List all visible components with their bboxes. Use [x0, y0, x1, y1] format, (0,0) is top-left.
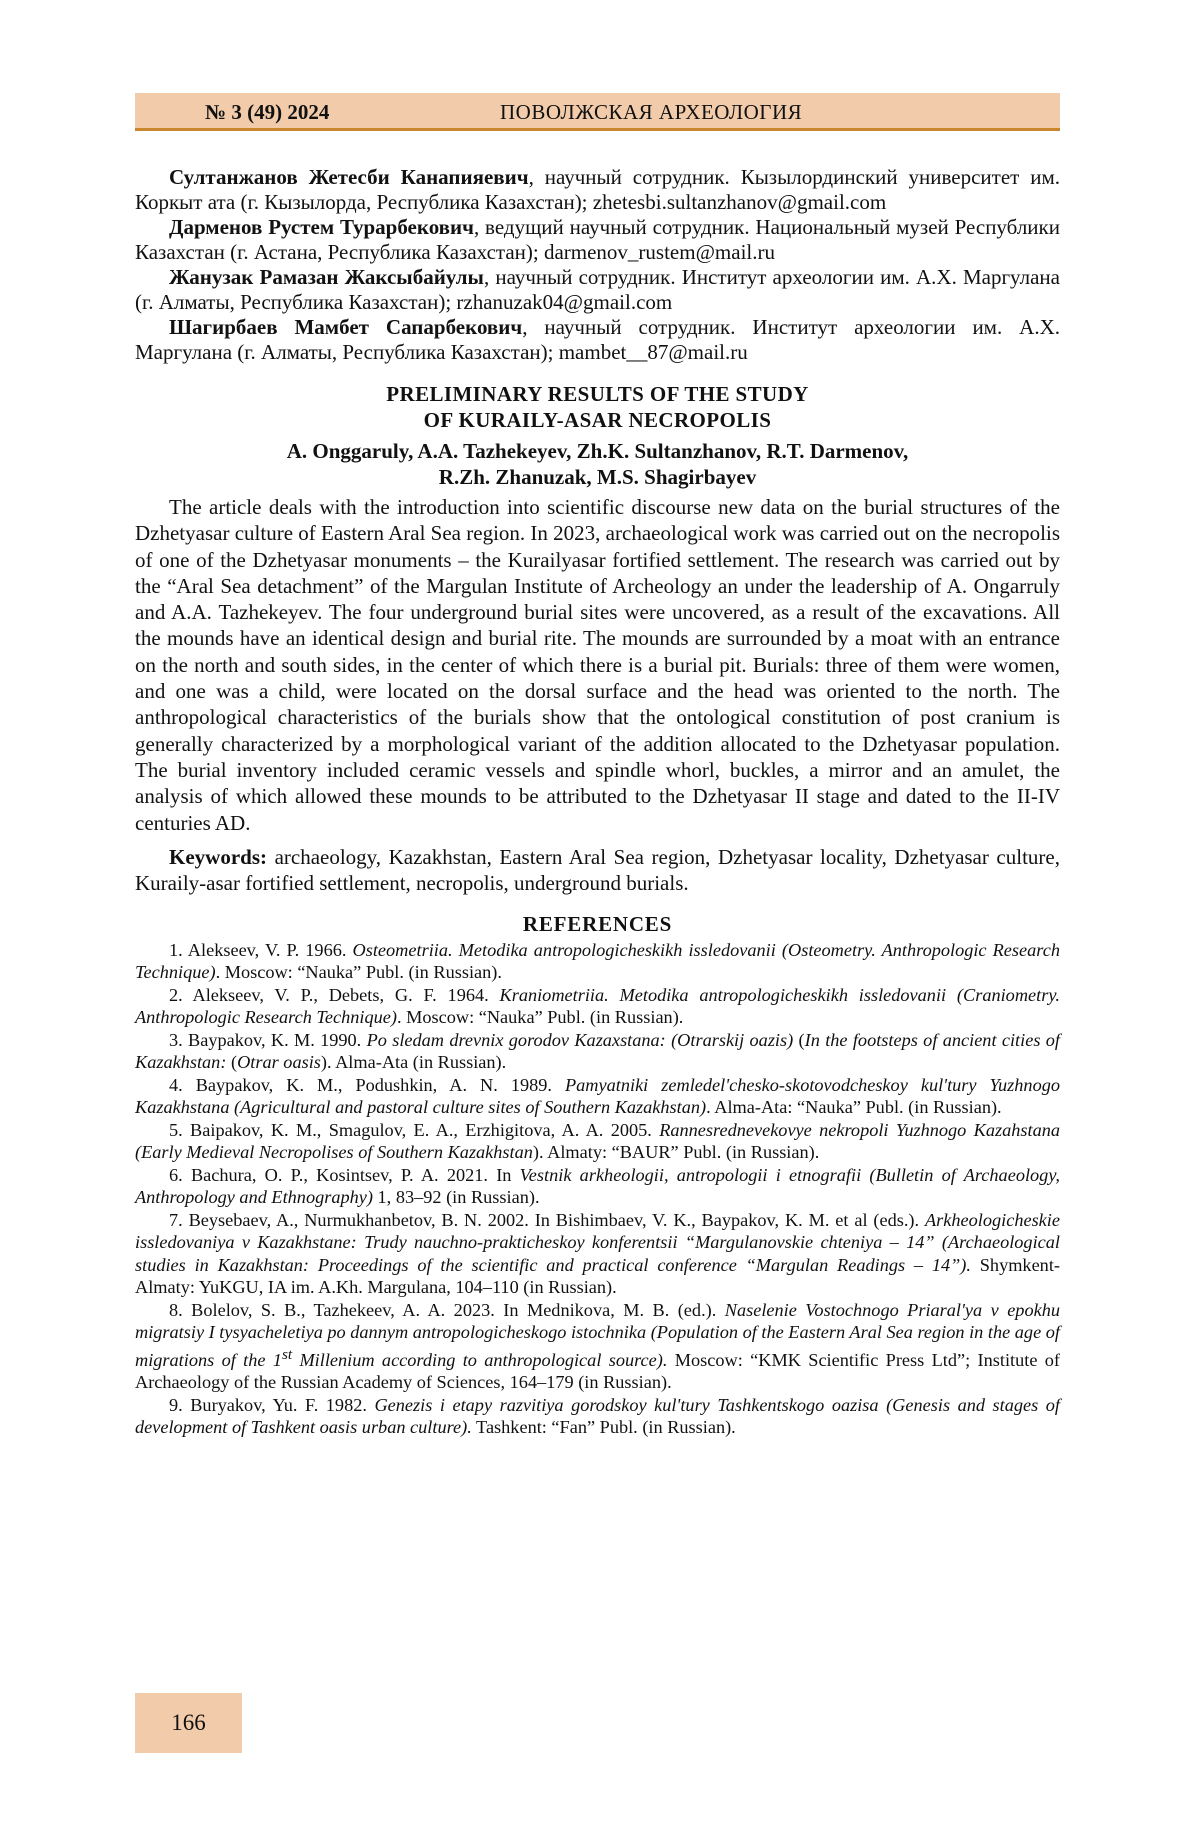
ref-title: Genezis i etapy razvitiya gorodskoy kul'tury Tashkentskogo oazisa (Genesis and stages of development of Tashkent oasis urban culture). — [135, 1394, 1060, 1438]
reference-item — [135, 1394, 1060, 1439]
keywords — [135, 844, 1060, 896]
article-authors — [135, 438, 1060, 490]
ref-text: 2. Alekseev, V. P., Debets, G. F. 1964. — [169, 984, 500, 1005]
references-list — [135, 939, 1060, 1439]
keywords-label: Keywords: — [169, 844, 267, 869]
ref-text: Moscow: “KMK Scientific Press Ltd”; Institute of Archaeology of the Russian Academy of Sciences, 164–179 (in Russian). — [135, 1349, 1060, 1393]
author-name: Султанжанов Жетесби Канапияевич — [169, 165, 529, 189]
ref-text: ). Almaty: “BAUR” Publ. (in Russian). — [532, 1142, 820, 1163]
keywords-list: archaeology, Kazakhstan, Eastern Aral Sea region, Dzhetyasar locality, Dzhetyasar culture, Kuraily-asar fortified settlement, necropolis, underground burials. — [135, 844, 1060, 895]
author-name: Шагирбаев Мамбет Сапарбекович — [169, 315, 523, 339]
ref-superscript: st — [281, 1345, 293, 1363]
running-header — [135, 93, 1060, 131]
author-affiliation: , научный сотрудник. Кызылординский университет им. Коркыт ата (г. Кызылорда, Республика Казахстан); zhetesbi.sultanzhanov@gmail.com — [135, 165, 1060, 214]
author-info — [135, 315, 1060, 365]
references-heading: REFERENCES — [522, 911, 673, 936]
abstract: The article deals with the introduction into scientific discourse new data on the burial structures of the Dzhetyasar culture of Eastern Aral Sea region. In 2023, archaeological work was carried out on the necropolis of one of the Dzhetyasar monuments – the Kurailyasar fortified settlement. The research was carried out by the “Aral Sea detachment” of the Margulan Institute of Archeology an under the leadership of A. Ongarruly and A.A. Tazhekeyev. The four underground burial sites were uncovered, as a result of the excavations. All the mounds have an identical design and burial rite. The mounds are surrounded by a moat with an entrance on the north and south sides, in the center of which there is a burial pit. Burials: three of them were women, and one was a child, were located on the dorsal surface and the head was oriented to the north. The anthropological characteristics of the burials show that the ontological constitution of post cranium is generally characterized by a morphological variant of the addition allocated to the Dzhetyasar population. The burial inventory included ceramic vessels and spindle whorl, buckles, a mirror and an amulet, the analysis of which allowed these mounds to be attributed to the Dzhetyasar II stage and dated to the II-IV centuries AD. — [135, 495, 1060, 835]
reference-item — [135, 1299, 1060, 1394]
reference-item — [135, 1164, 1060, 1209]
ref-text: Shymkent-Almaty: YuKGU, IA im. A.Kh. Margulana, 104–110 (in Russian). — [135, 1254, 1060, 1298]
ref-text: 6. Bachura, O. P., Kosintsev, P. A. 2021. In — [169, 1164, 520, 1185]
article-authors-line: A. Onggaruly, A.A. Tazhekeyev, Zh.K. Sultanzhanov, R.T. Darmenov, — [286, 439, 909, 463]
ref-text: . Moscow: “Nauka” Publ. (in Russian). — [215, 962, 502, 983]
author-affiliation: , научный сотрудник. Институт археологии им. А.Х. Маргулана (г. Алматы, Республика Казахстан); rzhanuzak04@gmail.com — [135, 265, 1060, 314]
ref-title: Millenium according to anthropological source). — [292, 1349, 668, 1370]
ref-text: Tashkent: “Fan” Publ. (in Russian). — [471, 1417, 736, 1438]
reference-item — [135, 984, 1060, 1029]
article-title — [135, 381, 1060, 433]
article-authors-line: R.Zh. Zhanuzak, M.S. Shagirbayev — [438, 465, 757, 489]
journal-title: ПОВОЛЖСКАЯ АРХЕОЛОГИЯ — [500, 100, 803, 124]
ref-text: 4. Baypakov, K. M., Podushkin, A. N. 1989. — [169, 1074, 565, 1095]
reference-item — [135, 1074, 1060, 1119]
ref-text: 1. Alekseev, V. P. 1966. — [169, 939, 353, 960]
author-affiliation: , ведущий научный сотрудник. Национальный музей Республики Казахстан (г. Астана, Республика Казахстан); darmenov_rustem@mail.ru — [135, 215, 1060, 264]
ref-title: Arkheologicheskie issledovaniya v Kazakhstane: Trudy nauchno-prakticheskoy konferentsii “Margulanovskie chteniya – 14” (Archaeological studies in Kazakhstan: Proceedings of the scientific and practical conference “Margulan Readings – 14”). — [135, 1209, 1060, 1275]
author-info — [135, 265, 1060, 315]
author-affiliation: , научный сотрудник. Институт археологии им. А.Х. Маргулана (г. Алматы, Республика Казахстан); mambet__87@mail.ru — [135, 315, 1060, 364]
article-title-line: OF KURAILY-ASAR NECROPOLIS — [423, 408, 772, 432]
ref-title: Naselenie Vostochnogo Priaral'ya v epokhu migratsiy I tysyacheletiya po dannym antropologicheskogo istochnika (Population of the Eastern Aral Sea region in the age of migrations of the 1 — [135, 1299, 1060, 1370]
author-name: Дарменов Рустем Турарбекович — [169, 215, 474, 239]
ref-text: 9. Buryakov, Yu. F. 1982. — [169, 1394, 375, 1415]
ref-text: 3. Baypakov, K. M. 1990. — [169, 1029, 367, 1050]
reference-item — [135, 1119, 1060, 1164]
ref-text: 7. Beysebaev, A., Nurmukhanbetov, B. N. 2002. In Bishimbaev, V. K., Baypakov, K. M. et al (eds.). — [169, 1209, 925, 1230]
ref-text: 8. Bolelov, S. B., Tazhekeev, A. A. 2023. In Mednikova, M. B. (ed.). — [169, 1299, 725, 1320]
ref-title: Kraniometriia. Metodika antropologicheskikh issledovanii (Craniometry. Anthropologic Research Technique) — [135, 984, 1061, 1028]
author-name: Жанузак Рамазан Жаксыбайулы — [169, 265, 484, 289]
author-info — [135, 215, 1060, 265]
ref-title: Po sledam drevnix gorodov Kazaxstana: (Otrarskij oazis) — [366, 1029, 794, 1050]
ref-text: 1, 83–92 (in Russian). — [372, 1187, 540, 1208]
page-number: 166 — [135, 1693, 242, 1753]
ref-text: . Moscow: “Nauka” Publ. (in Russian). — [396, 1007, 684, 1028]
ref-title: Rannesrednevekovye nekropoli Yuzhnogo Kazahstana (Early Medieval Necropolises of Southern Kazakhstan — [135, 1119, 1060, 1163]
page-content — [135, 165, 1060, 1439]
reference-item — [135, 1029, 1060, 1074]
reference-item — [135, 939, 1060, 984]
ref-text: ( — [226, 1052, 238, 1073]
ref-title: Vestnik arkheologii, antropologii i etnografii (Bulletin of Archaeology, Anthropology and Ethnography) — [135, 1164, 1060, 1208]
ref-title: Osteometriia. Metodika antropologicheskikh issledovanii (Osteometry. Anthropologic Research Technique) — [135, 939, 1060, 983]
ref-text: ). Alma-Ata (in Russian). — [320, 1052, 507, 1073]
article-title-line: PRELIMINARY RESULTS OF THE STUDY — [386, 382, 809, 406]
author-info — [135, 165, 1060, 215]
ref-title: Pamyatniki zemledel'chesko-skotovodcheskoy kul'tury Yuzhnogo Kazakhstana (Agricultural and pastoral culture sites of Southern Kazakhstan) — [135, 1074, 1060, 1118]
ref-text: . Alma-Ata: “Nauka” Publ. (in Russian). — [706, 1097, 1002, 1118]
ref-text: 5. Baipakov, K. M., Smagulov, E. A., Erzhigitova, A. A. 2005. — [169, 1119, 660, 1140]
ref-text: ( — [793, 1029, 805, 1050]
reference-item — [135, 1209, 1060, 1299]
ref-title: In the footsteps of ancient cities of Kazakhstan: — [135, 1029, 1060, 1073]
issue-number: № 3 (49) 2024 — [205, 100, 330, 124]
ref-title: Otrar oasis — [237, 1052, 321, 1073]
